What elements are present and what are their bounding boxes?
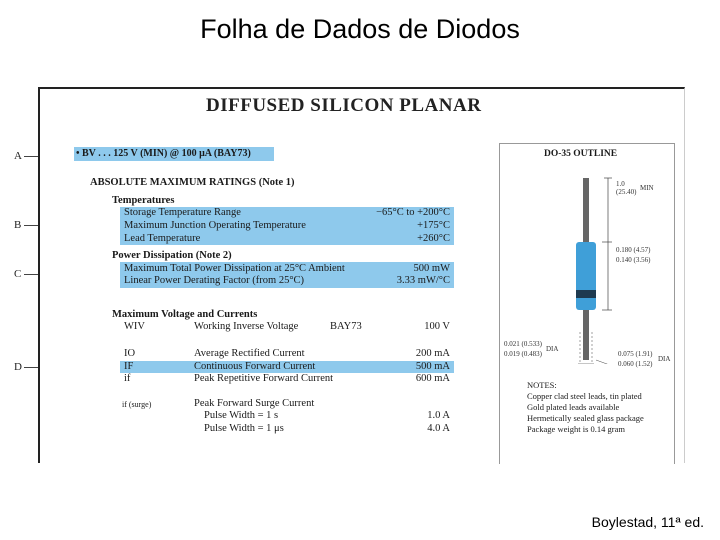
dim-lead-text: 1.0 (25.40) <box>616 180 637 196</box>
current-label: Continuous Forward Current <box>194 361 316 372</box>
surge-row-label: Pulse Width = 1 s <box>204 410 279 421</box>
dim-body-dia-2: 0.060 (1.52) <box>618 360 653 368</box>
current-label: Average Rectified Current <box>194 348 305 359</box>
dim-wire-2: 0.019 (0.483) <box>504 350 542 358</box>
datasheet-title: DIFFUSED SILICON PLANAR <box>206 95 482 116</box>
power-value: 500 mW <box>413 263 450 274</box>
current-symbol: IO <box>124 348 136 359</box>
current-value: 200 mA <box>415 348 450 359</box>
slide-footer: Boylestad, 11ª ed. <box>591 514 704 530</box>
marker-b: B <box>14 219 22 231</box>
cathode-band <box>576 290 596 298</box>
power-value: 3.33 mW/°C <box>396 275 450 286</box>
surge-row-label: Pulse Width = 1 μs <box>204 423 284 434</box>
temp-value: −65°C to +200°C <box>376 207 450 218</box>
diode-top-lead <box>583 178 589 242</box>
marker-a: A <box>14 150 22 162</box>
dim-wire-dia: DIA <box>546 345 559 353</box>
note-item: Copper clad steel leads, tin plated <box>527 391 642 401</box>
wiv-value: 100 V <box>424 321 450 332</box>
marker-d: D <box>14 361 22 373</box>
body-dia-leader <box>596 360 618 364</box>
current-value: 500 mA <box>415 361 450 372</box>
current-symbol: if <box>124 373 131 384</box>
wiv-label: Working Inverse Voltage <box>194 321 299 332</box>
bv-rating: • BV . . . 125 V (MIN) @ 100 μA (BAY73) <box>76 148 251 159</box>
temp-label: Maximum Junction Operating Temperature <box>124 220 306 231</box>
dim-min: MIN <box>640 184 654 192</box>
dim-wire-1: 0.021 (0.533) <box>504 340 542 348</box>
dim-lead-length <box>616 180 636 196</box>
dim-body-2: 0.140 (3.56) <box>616 256 651 264</box>
temp-label: Lead Temperature <box>124 233 201 244</box>
note-item: Hermetically sealed glass package <box>527 413 644 423</box>
wiv-symbol: WIV <box>124 321 145 332</box>
temp-value: +175°C <box>417 220 450 231</box>
notes-heading: NOTES: <box>527 380 557 390</box>
wiv-part: BAY73 <box>330 321 362 332</box>
current-label: Peak Repetitive Forward Current <box>194 373 334 384</box>
current-value: 600 mA <box>415 373 450 384</box>
diode-drawing <box>500 164 674 364</box>
note-item: Gold plated leads available <box>527 402 620 412</box>
outline-title: DO-35 OUTLINE <box>544 149 618 159</box>
datasheet-scan <box>38 87 685 463</box>
abs-max-heading: ABSOLUTE MAXIMUM RATINGS (Note 1) <box>90 177 295 188</box>
temp-value: +260°C <box>417 233 450 244</box>
marker-c: C <box>14 268 22 280</box>
diode-body <box>576 242 596 310</box>
diode-bottom-lead <box>583 310 589 360</box>
dim-body-1: 0.180 (4.57) <box>616 246 651 254</box>
surge-row-value: 1.0 A <box>427 410 450 421</box>
power-label: Maximum Total Power Dissipation at 25°C Ambient <box>124 263 345 274</box>
surge-row-value: 4.0 A <box>427 423 450 434</box>
power-heading: Power Dissipation (Note 2) <box>112 250 232 261</box>
do35-outline-box <box>499 143 675 464</box>
dim-body-dia-1: 0.075 (1.91) <box>618 350 653 358</box>
temperatures-heading: Temperatures <box>112 195 175 206</box>
power-label: Linear Power Derating Factor (from 25°C) <box>124 275 305 286</box>
surge-symbol: if (surge) <box>122 400 152 409</box>
temp-label: Storage Temperature Range <box>124 207 241 218</box>
slide-title: Folha de Dados de Diodos <box>200 14 520 44</box>
surge-label: Peak Forward Surge Current <box>194 398 315 409</box>
voltage-heading: Maximum Voltage and Currents <box>112 309 258 320</box>
current-symbol: IF <box>124 361 134 372</box>
note-item: Package weight is 0.14 gram <box>527 424 625 434</box>
dim-body-dia: DIA <box>658 355 671 363</box>
